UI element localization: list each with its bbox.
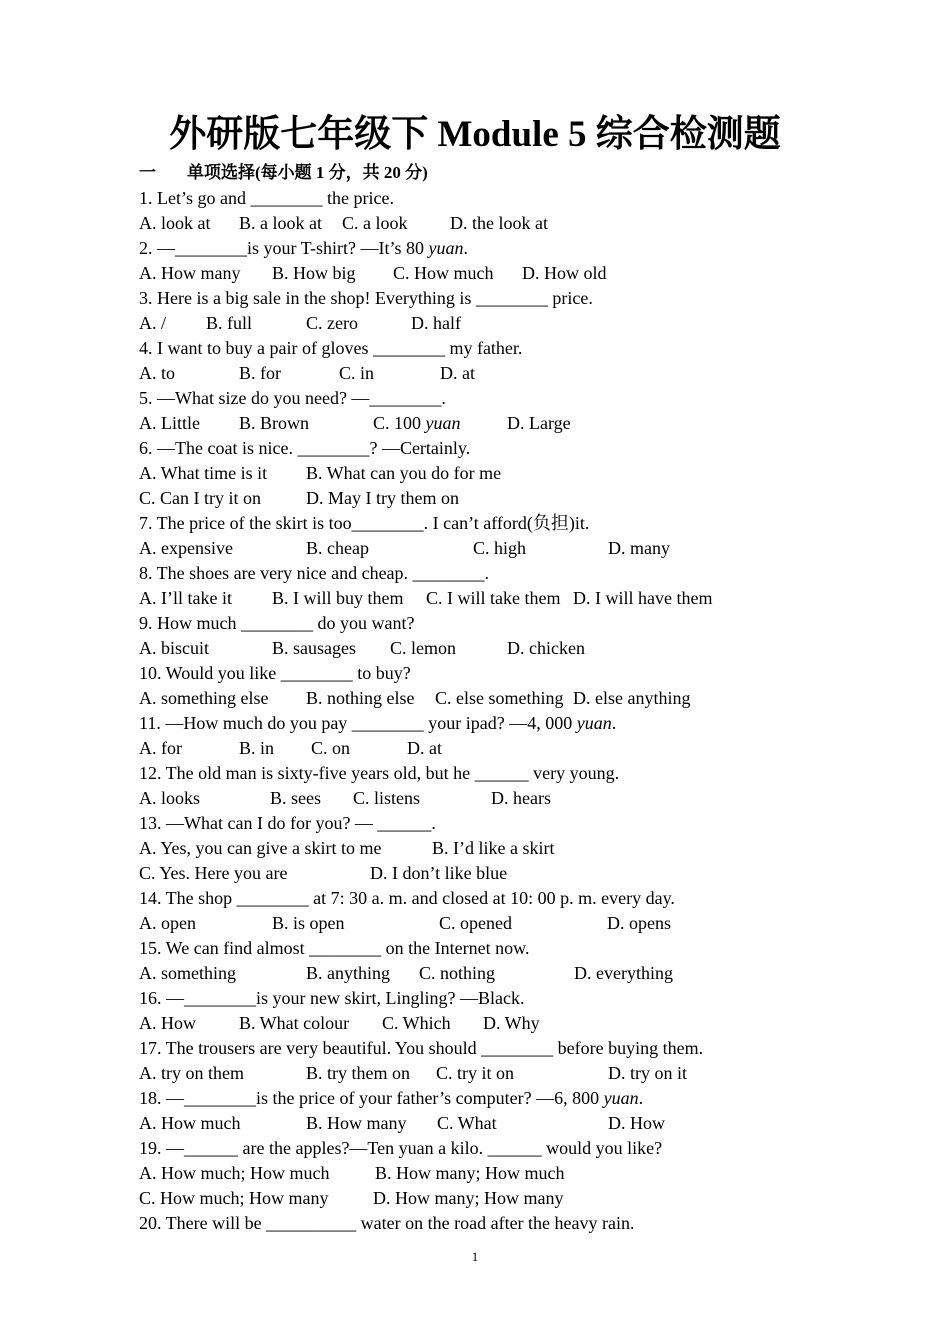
option-text: D. the look at (450, 213, 548, 233)
option-a (139, 461, 267, 486)
option-c (342, 211, 408, 236)
option-b (272, 586, 404, 611)
option-text: B. How big (272, 263, 356, 283)
stem-text: 18. —________is the price of your father’s computer? —6, 800 (139, 1088, 604, 1108)
option-text: C. 100 (373, 413, 426, 433)
option-a (139, 1061, 244, 1086)
stem-text: 5. —What size do you need? —________. (139, 388, 446, 408)
option-row (139, 361, 779, 386)
option-text: A. look at (139, 213, 211, 233)
option-text: D. many (608, 538, 670, 558)
option-b (432, 836, 554, 861)
question-stem (139, 1036, 779, 1061)
option-text: A. How many (139, 263, 241, 283)
question-stem (139, 611, 779, 636)
question-stem (139, 1136, 779, 1161)
option-text: C. try it on (436, 1063, 515, 1083)
option-text: A. What time is it (139, 463, 268, 483)
option-text: A. something else (139, 688, 269, 708)
option-text: A. open (139, 913, 196, 933)
option-text: B. Brown (239, 413, 310, 433)
option-a (139, 536, 233, 561)
option-text: A. biscuit (139, 638, 209, 658)
stem-text: 1. Let’s go and ________ the price. (139, 188, 394, 208)
question-stem (139, 761, 779, 786)
option-text: D. at (407, 738, 442, 758)
option-b (306, 461, 501, 486)
option-text: A. I’ll take it (139, 588, 232, 608)
option-d (608, 1061, 687, 1086)
option-text: D. Why (483, 1013, 540, 1033)
option-text: B. nothing else (306, 688, 415, 708)
option-text: B. is open (272, 913, 345, 933)
question-stem (139, 661, 779, 686)
option-row (139, 911, 779, 936)
option-a (139, 411, 200, 436)
option-a (139, 786, 200, 811)
option-d (373, 1186, 563, 1211)
question-stem (139, 286, 779, 311)
option-d (608, 536, 670, 561)
question-stem (139, 386, 779, 411)
option-text: D. else anything (573, 688, 691, 708)
option-b (239, 1011, 349, 1036)
option-a (139, 1161, 329, 1186)
option-text: C. How much (393, 263, 494, 283)
option-text: B. How many; How much (375, 1163, 565, 1183)
option-text: B. What colour (239, 1013, 350, 1033)
question-stem (139, 436, 779, 461)
option-row (139, 486, 779, 511)
option-text: B. sausages (272, 638, 356, 658)
option-text: B. cheap (306, 538, 369, 558)
option-text: B. for (239, 363, 281, 383)
question-stem (139, 236, 779, 261)
option-text: D. I will have them (573, 588, 713, 608)
option-c (306, 311, 358, 336)
option-row (139, 961, 779, 986)
option-b (239, 411, 309, 436)
option-d (440, 361, 475, 386)
option-d (607, 911, 671, 936)
option-text: D. hears (491, 788, 551, 808)
section-number: 一 (139, 163, 156, 182)
option-text: D. How many; How many (373, 1188, 564, 1208)
option-row (139, 861, 779, 886)
stem-text: 10. Would you like ________ to buy? (139, 663, 411, 683)
italic-text: yuan (603, 1088, 639, 1108)
option-text: A. Little (139, 413, 200, 433)
option-c (436, 1061, 514, 1086)
page-number: 1 (471, 1249, 479, 1264)
option-row (139, 1111, 779, 1136)
option-row (139, 586, 779, 611)
option-text: D. opens (607, 913, 671, 933)
stem-text: 13. —What can I do for you? — ______. (139, 813, 436, 833)
option-text: B. I’d like a skirt (432, 838, 555, 858)
italic-text: yuan (425, 413, 461, 433)
option-text: B. sees (270, 788, 321, 808)
option-text: D. How (608, 1113, 665, 1133)
option-d (411, 311, 461, 336)
option-a (139, 586, 232, 611)
stem-text: 20. There will be __________ water on the road after the heavy rain. (139, 1213, 635, 1233)
option-c (419, 961, 495, 986)
question-stem (139, 561, 779, 586)
page-title: 外研版七年级下 Module 5 综合检测题 (169, 114, 781, 155)
option-text: C. opened (439, 913, 512, 933)
option-b (272, 636, 356, 661)
option-text: B. a look at (239, 213, 322, 233)
option-a (139, 261, 241, 286)
option-text: C. How much; How many (139, 1188, 329, 1208)
option-text: D. try on it (608, 1063, 687, 1083)
question-stem (139, 811, 779, 836)
option-a (139, 311, 166, 336)
option-d (522, 261, 607, 286)
option-text: B. anything (306, 963, 390, 983)
option-text: C. Can I try it on (139, 488, 261, 508)
question-stem (139, 711, 779, 736)
option-row (139, 686, 779, 711)
option-text: D. everything (574, 963, 673, 983)
option-text: A. How much (139, 1113, 241, 1133)
stem-text: 6. —The coat is nice. ________? —Certainly. (139, 438, 471, 458)
option-text: B. I will buy them (272, 588, 404, 608)
option-row (139, 786, 779, 811)
option-b (375, 1161, 564, 1186)
question-stem (139, 511, 779, 536)
stem-text: 14. The shop ________ at 7: 30 a. m. and closed at 10: 00 p. m. every day. (139, 888, 675, 908)
option-c (139, 1186, 328, 1211)
option-text: C. I will take them (426, 588, 561, 608)
stem-text: 17. The trousers are very beautiful. You should ________ before buying them. (139, 1038, 704, 1058)
option-a (139, 636, 209, 661)
option-text: D. May I try them on (306, 488, 459, 508)
option-c (473, 536, 526, 561)
option-row (139, 836, 779, 861)
question-stem (139, 186, 779, 211)
option-b (239, 211, 322, 236)
option-text: A. How (139, 1013, 196, 1033)
option-b (206, 311, 252, 336)
stem-text: . (638, 1088, 644, 1108)
option-text: C. Which (382, 1013, 451, 1033)
option-row (139, 311, 779, 336)
option-text: C. high (473, 538, 527, 558)
option-text: C. What (437, 1113, 497, 1133)
option-text: B. in (239, 738, 275, 758)
option-row (139, 1061, 779, 1086)
option-d (483, 1011, 540, 1036)
question-list (139, 186, 779, 1236)
option-row (139, 536, 779, 561)
option-text: A. to (139, 363, 175, 383)
option-b (306, 961, 390, 986)
option-text: D. at (440, 363, 475, 383)
option-c (390, 636, 456, 661)
stem-text: 3. Here is a big sale in the shop! Everything is ________ price. (139, 288, 593, 308)
option-text: D. chicken (507, 638, 585, 658)
stem-text: 11. —How much do you pay ________ your ipad? —4, 000 (139, 713, 577, 733)
option-c (339, 361, 374, 386)
option-c (139, 861, 287, 886)
option-c (382, 1011, 451, 1036)
option-row (139, 211, 779, 236)
option-a (139, 1111, 241, 1136)
option-row (139, 411, 779, 436)
option-c (311, 736, 350, 761)
option-c (353, 786, 420, 811)
option-a (139, 961, 236, 986)
option-a (139, 1011, 196, 1036)
question-stem (139, 1211, 779, 1236)
option-row (139, 261, 779, 286)
option-d (450, 211, 548, 236)
option-text: A. for (139, 738, 182, 758)
option-text: A. Yes, you can give a skirt to me (139, 838, 382, 858)
italic-text: yuan (576, 713, 612, 733)
option-row (139, 1011, 779, 1036)
option-text: D. half (411, 313, 461, 333)
option-c (426, 586, 560, 611)
question-stem (139, 936, 779, 961)
stem-text: 9. How much ________ do you want? (139, 613, 415, 633)
stem-text: 12. The old man is sixty-five years old, but he ______ very young. (139, 763, 620, 783)
option-text: A. looks (139, 788, 201, 808)
question-stem (139, 886, 779, 911)
option-b (239, 361, 281, 386)
stem-text: 19. —______ are the apples?—Ten yuan a kilo. ______ would you like? (139, 1138, 663, 1158)
stem-text: 8. The shoes are very nice and cheap. ________. (139, 563, 490, 583)
option-d (370, 861, 507, 886)
option-d (306, 486, 459, 511)
option-d (407, 736, 442, 761)
option-text: C. lemon (390, 638, 456, 658)
stem-text: 4. I want to buy a pair of gloves ________ my father. (139, 338, 523, 358)
option-text: C. zero (306, 313, 358, 333)
option-c (439, 911, 512, 936)
option-a (139, 361, 175, 386)
stem-text: 16. —________is your new skirt, Lingling? —Black. (139, 988, 525, 1008)
option-a (139, 211, 211, 236)
option-b (306, 536, 369, 561)
section-heading (139, 160, 428, 185)
option-text: C. listens (353, 788, 421, 808)
option-text: A. How much; How much (139, 1163, 330, 1183)
option-c (393, 261, 494, 286)
question-stem (139, 336, 779, 361)
option-text: C. on (311, 738, 351, 758)
option-c (435, 686, 564, 711)
section-title: 单项选择(每小题 1 分，共 20 分) (187, 163, 428, 182)
option-d (608, 1111, 665, 1136)
option-text: C. Yes. Here you are (139, 863, 288, 883)
option-a (139, 911, 196, 936)
option-row (139, 461, 779, 486)
stem-text: . (611, 713, 617, 733)
option-b (306, 686, 415, 711)
option-text: D. Large (507, 413, 571, 433)
option-d (573, 686, 690, 711)
option-text: B. try them on (306, 1063, 410, 1083)
stem-text: 7. The price of the skirt is too________. I can’t afford(负担)it. (139, 513, 590, 533)
option-d (507, 636, 585, 661)
option-text: C. in (339, 363, 375, 383)
option-c (139, 486, 261, 511)
option-a (139, 686, 268, 711)
option-c (373, 411, 461, 436)
option-row (139, 1186, 779, 1211)
option-text: B. full (206, 313, 253, 333)
option-b (239, 736, 274, 761)
option-b (306, 1111, 407, 1136)
option-b (306, 1061, 410, 1086)
question-stem (139, 986, 779, 1011)
option-text: B. How many (306, 1113, 407, 1133)
option-text: D. How old (522, 263, 607, 283)
option-d (574, 961, 673, 986)
stem-text: 15. We can find almost ________ on the Internet now. (139, 938, 530, 958)
stem-text: . (463, 238, 469, 258)
option-text: C. nothing (419, 963, 496, 983)
option-text: C. else something (435, 688, 564, 708)
option-text: A. try on them (139, 1063, 244, 1083)
option-text: A. / (139, 313, 166, 333)
option-row (139, 636, 779, 661)
question-stem (139, 1086, 779, 1111)
option-d (491, 786, 551, 811)
option-d (507, 411, 571, 436)
option-b (272, 911, 345, 936)
option-row (139, 736, 779, 761)
option-text: B. What can you do for me (306, 463, 502, 483)
option-text: A. something (139, 963, 236, 983)
option-text: A. expensive (139, 538, 233, 558)
option-d (573, 586, 712, 611)
option-a (139, 736, 182, 761)
option-text: D. I don’t like blue (370, 863, 508, 883)
option-b (272, 261, 356, 286)
option-c (437, 1111, 497, 1136)
option-b (270, 786, 321, 811)
option-a (139, 836, 381, 861)
italic-text: yuan (428, 238, 464, 258)
option-text: C. a look (342, 213, 408, 233)
option-row (139, 1161, 779, 1186)
stem-text: 2. —________is your T-shirt? —It’s 80 (139, 238, 429, 258)
